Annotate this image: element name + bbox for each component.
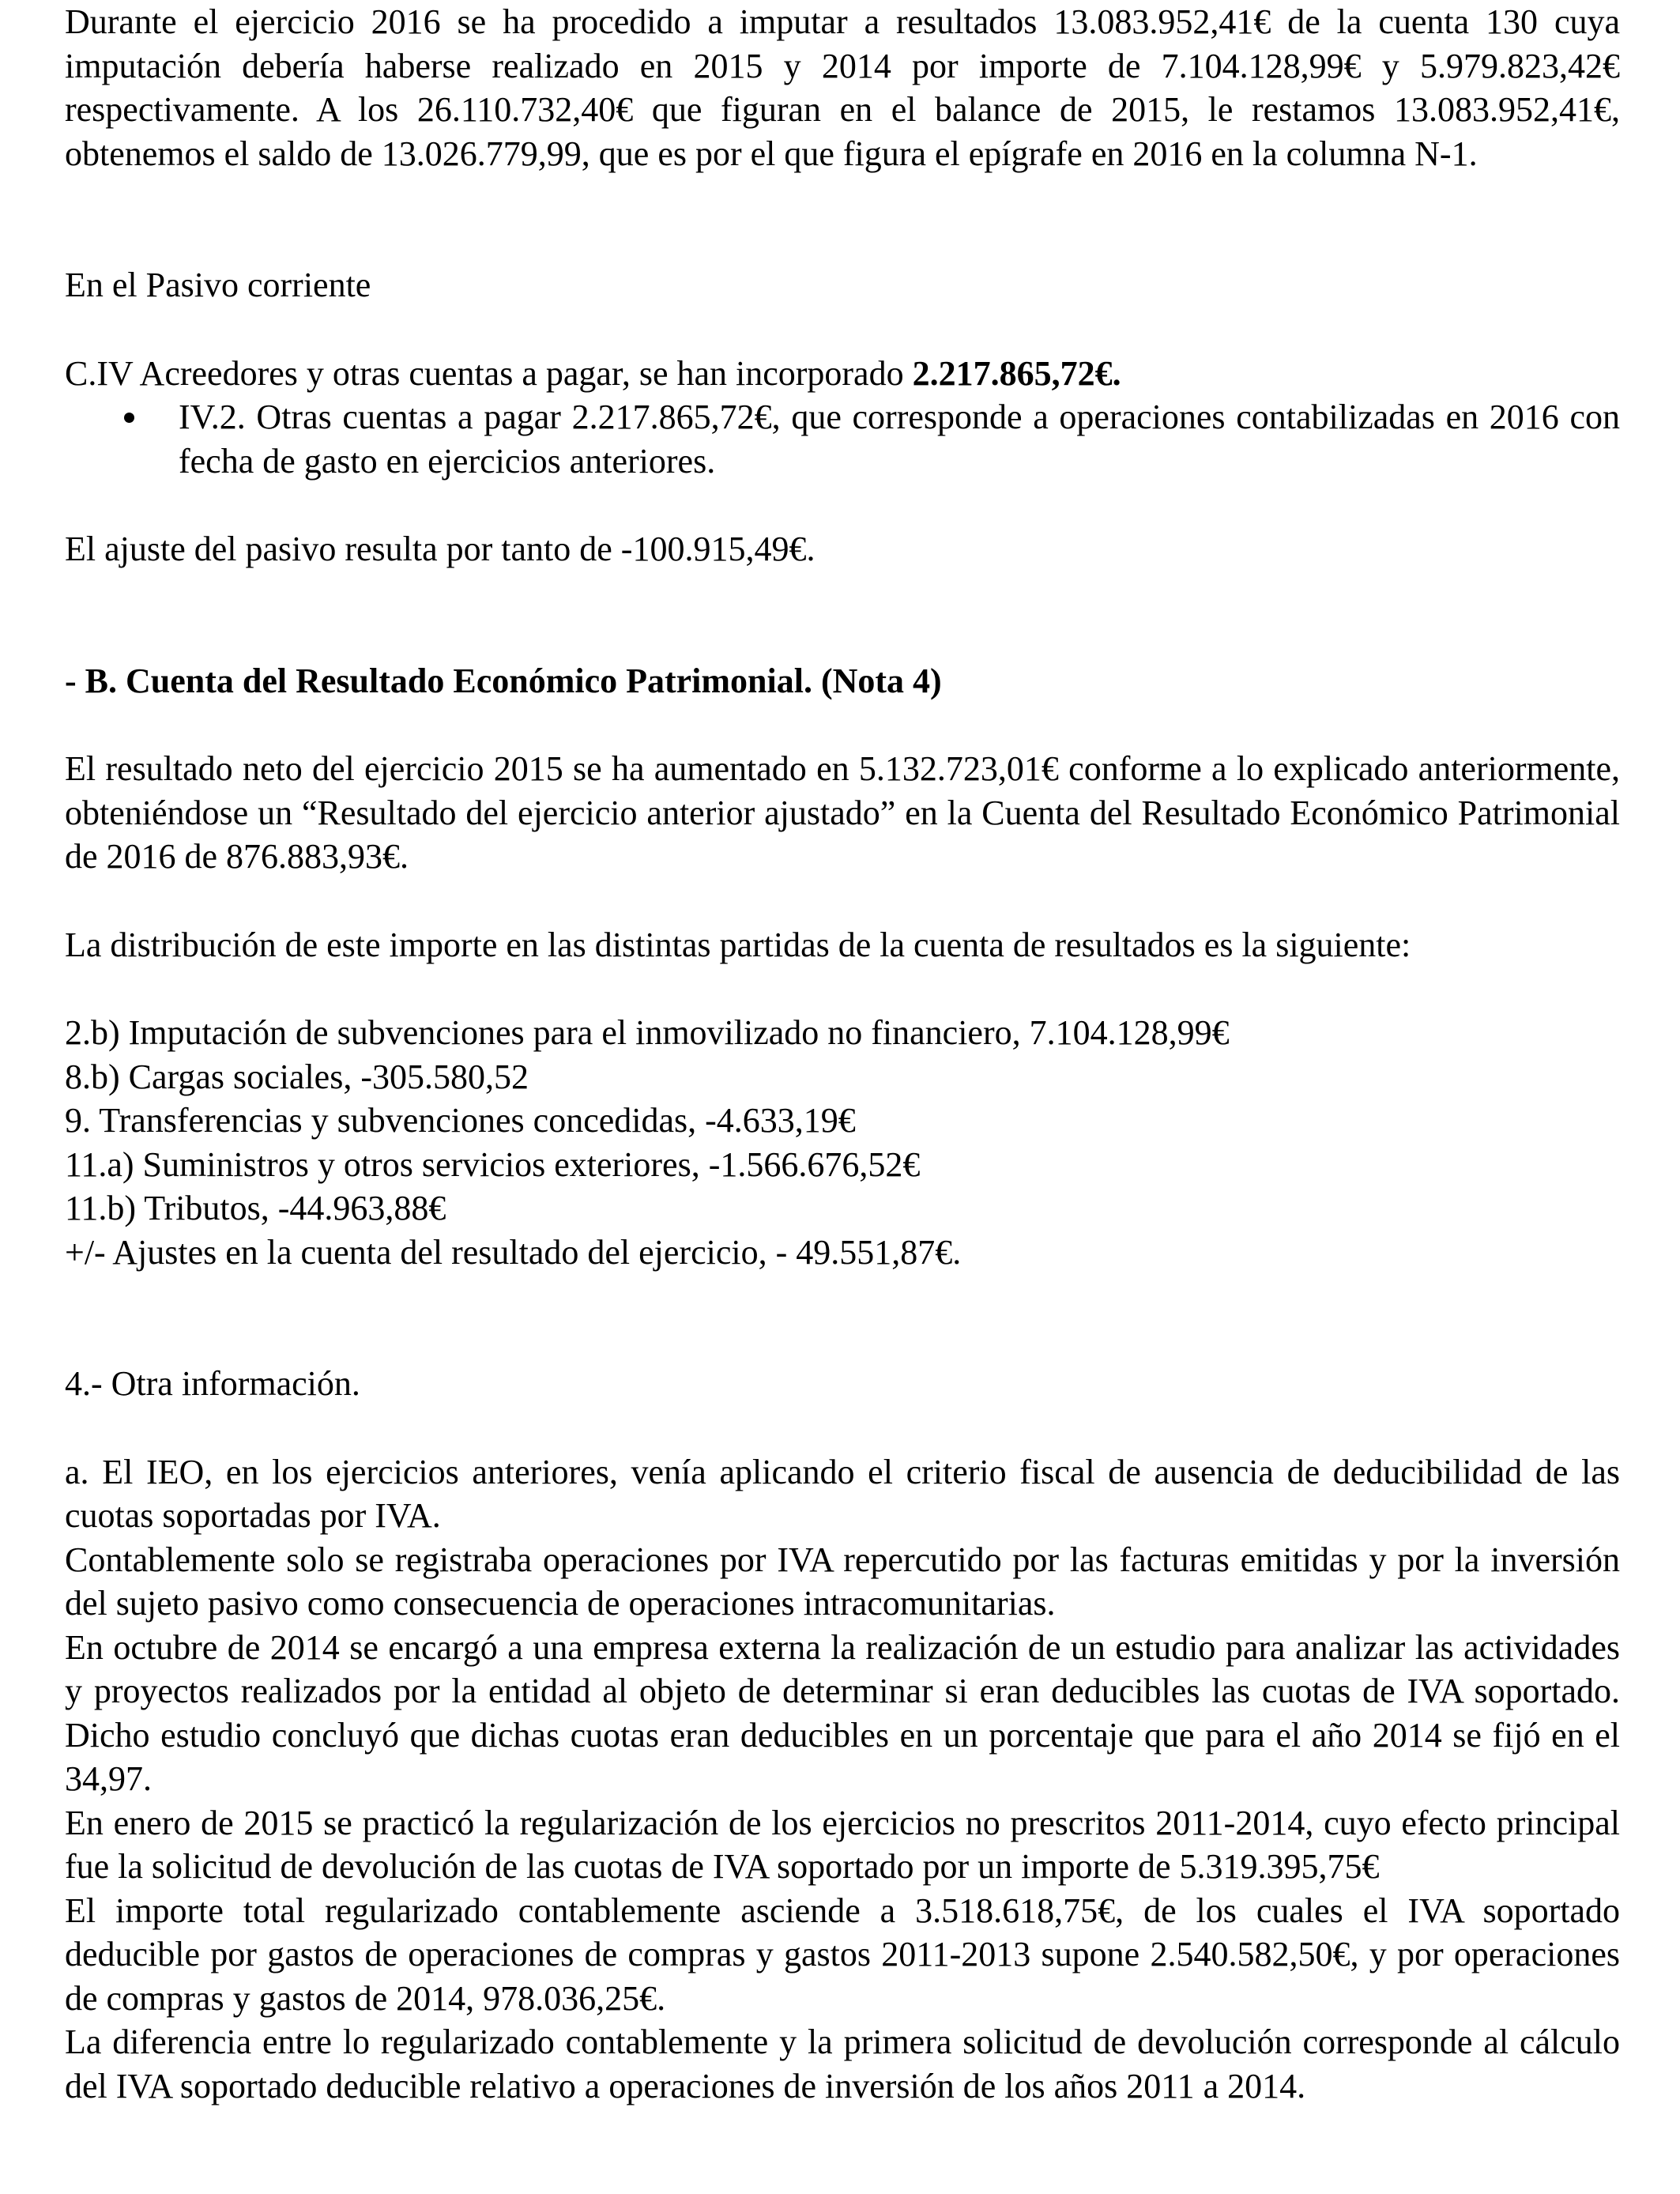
document-page [65,0,1620,2108]
paragraph-ajuste-pasivo: El ajuste del pasivo resulta por tanto de -100.915,49€. [65,530,816,568]
spacer [65,879,1620,923]
spacer [65,571,1620,659]
paragraph-civ [65,352,1620,396]
list-item: +/- Ajustes en la cuenta del resultado del ejercicio, - 49.551,87€. [65,1232,962,1272]
spacer [65,307,1620,352]
list-item: 11.a) Suministros y otros servicios exteriores, -1.566.676,52€ [65,1144,921,1184]
list-item: 9. Transferencias y subvenciones concedidas, -4.633,19€ [65,1101,856,1140]
paragraph-a-ieo: a. El IEO, en los ejercicios anteriores, venía aplicando el criterio fiscal de ausencia de deducibilidad de las cuotas soportadas por IVA. [65,1452,1620,1535]
paragraph-resultado-neto: El resultado neto del ejercicio 2015 se ha aumentado en 5.132.723,01€ conforme a lo explicado anteriormente, obteniéndose un “Resultado del ejercicio anterior ajustado” en la Cuenta del Resultado Económico Patrimonial de 2016 de 876.883,93€. [65,749,1620,876]
spacer [65,1406,1620,1450]
list-item: 11.b) Tributos, -44.963,88€ [65,1189,446,1227]
paragraph-contablemente: Contablemente solo se registraba operaciones por IVA repercutido por las facturas emitidas y por la inversión del sujeto pasivo como consecuencia de operaciones intracomunitarias. [65,1540,1620,1623]
paragraph-enero: En enero de 2015 se practicó la regularización de los ejercicios no prescritos 2011-2014, cuyo efecto principal fue la solicitud de devolución de las cuotas de IVA soportado por un importe de 5.319.395,75€ [65,1803,1620,1886]
civ-text: C.IV Acreedores y otras cuentas a pagar, se han incorporado [65,353,913,393]
bullet-icon [124,413,134,423]
heading-otra-informacion: 4.- Otra información. [65,1364,360,1403]
paragraph-imputacion: Durante el ejercicio 2016 se ha procedido a imputar a resultados 13.083.952,41€ de la cuenta 130 cuya imputación debería haberse realizado en 2015 y 2014 por importe de 7.104.128,99€ y 5.979.823,42€ respectivamente. A los 26.110.732,40€ que figuran en el balance de 2015, le restamos 13.083.952,41€, obtenemos el saldo de 13.026.779,99, que es por el que figura el epígrafe en 2016 en la columna N-1. [65,2,1620,173]
spacer [65,175,1620,263]
paragraph-octubre: En octubre de 2014 se encargó a una empresa externa la realización de un estudio para analizar las actividades y proyectos realizados por la entidad al objeto de determinar si eran deducibles las cuotas de IVA soportado. Dicho estudio concluyó que dichas cuotas eran deducibles en un porcentaje que para el año 2014 se fijó en el 34,97. [65,1627,1620,1798]
spacer [65,967,1620,1011]
paragraph-importe-total: El importe total regularizado contablemente asciende a 3.518.618,75€, de los cuales el IVA soportado deducible por gastos de operaciones de compras y gastos 2011-2013 supone 2.540.582,50€, y por operaciones de compras y gastos de 2014, 978.036,25€. [65,1891,1620,2018]
paragraph-diferencia: La diferencia entre lo regularizado contablemente y la primera solicitud de devolución corresponde al cálculo del IVA soportado deducible relativo a operaciones de inversión de los años 2011 a 2014. [65,2022,1620,2105]
spacer [65,1274,1620,1362]
distribution-list [65,1011,1620,1274]
bullet-item-iv2 [65,395,1620,483]
bullet-text: IV.2. Otras cuentas a pagar 2.217.865,72€, que corresponde a operaciones contabilizadas en 2016 con fecha de gasto en ejercicios anteriores. [179,398,1620,481]
paragraph-distribucion: La distribución de este importe en las distintas partidas de la cuenta de resultados es la siguiente: [65,925,1411,964]
section-b-heading: - B. Cuenta del Resultado Económico Patrimonial. (Nota 4) [65,661,942,700]
spacer [65,483,1620,527]
list-item: 2.b) Imputación de subvenciones para el inmovilizado no financiero, 7.104.128,99€ [65,1013,1230,1052]
list-item: 8.b) Cargas sociales, -305.580,52 [65,1057,529,1096]
heading-pasivo-corriente: En el Pasivo corriente [65,266,371,304]
civ-amount: 2.217.865,72€. [912,353,1121,393]
spacer [65,703,1620,747]
